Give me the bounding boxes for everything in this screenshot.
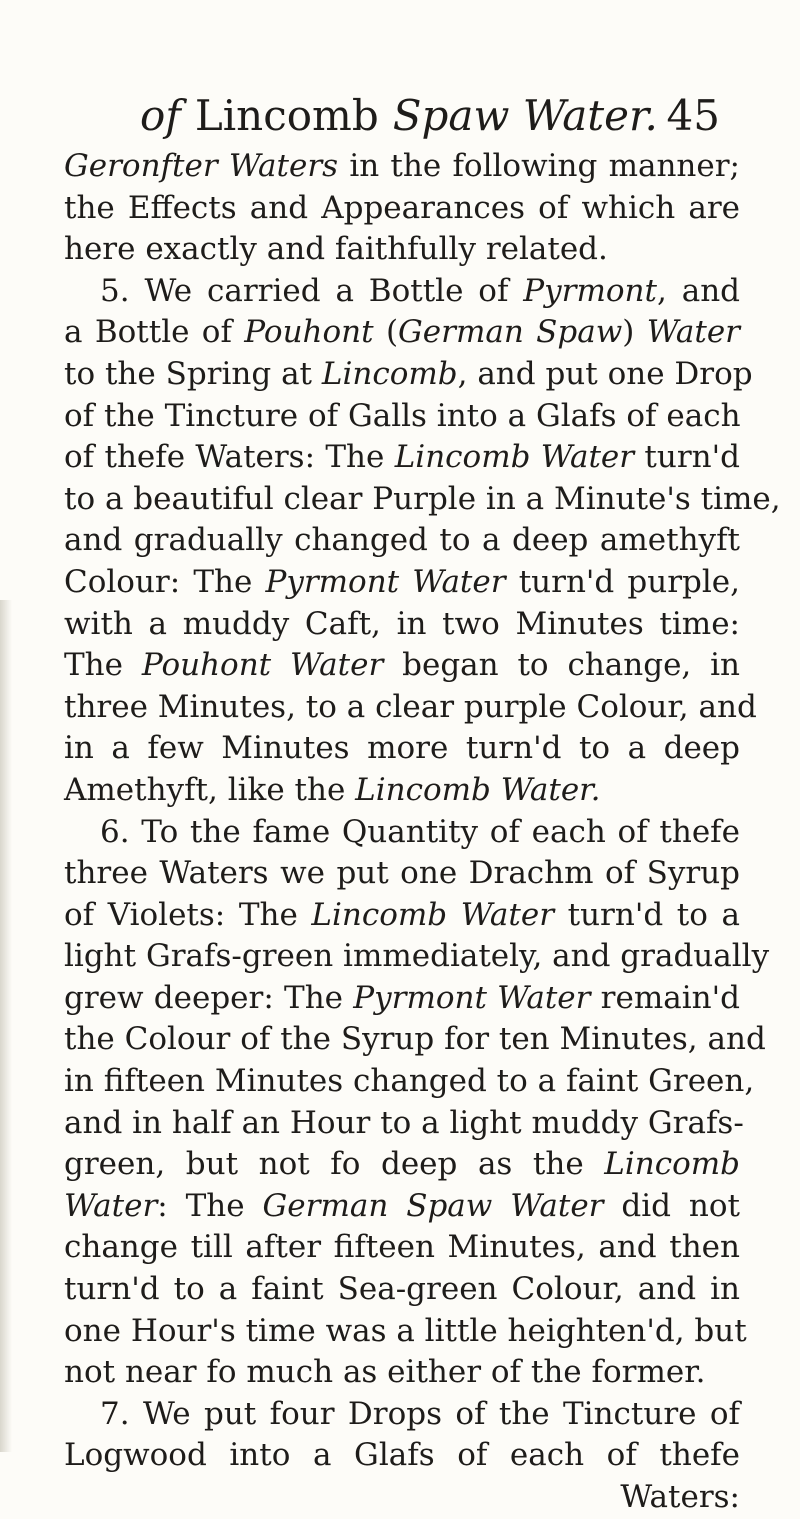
- text-line: [64, 479, 781, 521]
- text-segment: here exactly and faithfully related.: [64, 231, 608, 268]
- italic-text-segment: Pouhont Water: [141, 647, 384, 684]
- text-segment: 7. We put four Drops of the Tincture of: [100, 1395, 740, 1432]
- text-segment: in the following manner;: [338, 148, 740, 184]
- text-segment: change till after fifteen Minutes, and then: [64, 1229, 740, 1266]
- text-line: [64, 354, 753, 396]
- header-title-main: Lincomb: [194, 91, 379, 140]
- text-segment: turn'd: [634, 439, 740, 476]
- italic-text-segment: Lincomb Water: [394, 439, 635, 476]
- text-line: [64, 1477, 740, 1519]
- text-line: [64, 188, 740, 230]
- text-segment: not near fo much as either of the former.: [64, 1354, 706, 1391]
- text-segment: Logwood into a Glafs of each of thefe: [64, 1437, 740, 1474]
- text-line: [64, 1061, 755, 1103]
- text-line: [64, 520, 740, 562]
- italic-text-segment: Pyrmont: [523, 272, 657, 309]
- italic-text-segment: Lincomb Water: [311, 896, 555, 933]
- text-segment: to the Spring at: [64, 355, 322, 392]
- text-line: [64, 1144, 740, 1186]
- italic-text-segment: Water: [64, 1187, 158, 1224]
- text-segment: 5. We carried a Bottle of: [100, 272, 524, 309]
- text-segment: of thefe Waters: The: [64, 439, 395, 476]
- text-line: [64, 1435, 740, 1477]
- text-line: [64, 853, 740, 895]
- text-segment: one Hour's time was a little heighten'd, but: [64, 1312, 747, 1349]
- text-line: [64, 687, 757, 729]
- text-line: [64, 1269, 740, 1311]
- text-line: [64, 229, 740, 271]
- text-segment: did not: [603, 1187, 741, 1224]
- text-line: [64, 562, 740, 604]
- text-segment: The: [64, 647, 142, 684]
- text-line: [64, 312, 740, 354]
- text-segment: to a beautiful clear Purple in a Minute's time,: [64, 480, 781, 517]
- text-segment: light Grafs-green immediately, and gradually: [64, 938, 770, 975]
- text-line: [64, 1186, 740, 1228]
- italic-text-segment: Lincomb Water.: [355, 771, 601, 808]
- page-edge-shadow: [0, 600, 12, 1452]
- text-line: [64, 1394, 740, 1436]
- text-segment: turn'd to a faint Sea-green Colour, and in: [64, 1271, 740, 1308]
- text-segment: a Bottle of: [64, 314, 245, 351]
- text-line: [64, 1019, 766, 1061]
- text-line: [64, 728, 740, 770]
- text-line: [64, 1352, 740, 1394]
- text-segment: three Waters we put one Drachm of Syrup: [64, 855, 740, 892]
- text-line: [64, 812, 740, 854]
- text-segment: and in half an Hour to a light muddy Grafs-: [64, 1104, 744, 1141]
- text-segment: green, but not fo deep as the: [64, 1146, 605, 1183]
- running-header: [140, 88, 720, 144]
- italic-text-segment: Water: [646, 314, 740, 351]
- italic-text-segment: Lincomb: [604, 1146, 740, 1183]
- italic-text-segment: German Spaw Water: [262, 1187, 604, 1224]
- text-segment: : The: [157, 1187, 263, 1224]
- text-line: [64, 645, 740, 687]
- text-segment: in fifteen Minutes changed to a faint Green,: [64, 1063, 755, 1100]
- text-segment: ): [622, 314, 647, 351]
- italic-text-segment: Pouhont: [244, 314, 374, 351]
- text-segment: with a muddy Caft, in two Minutes time:: [64, 605, 740, 642]
- italic-text-segment: Pyrmont Water: [265, 563, 506, 600]
- text-segment: turn'd to a: [554, 896, 740, 933]
- text-line: [64, 604, 740, 646]
- header-of: of: [140, 91, 181, 140]
- text-segment: grew deeper: The: [64, 979, 354, 1016]
- text-line: [64, 1103, 744, 1145]
- text-segment: in a few Minutes more turn'd to a deep: [64, 730, 740, 767]
- text-segment: Waters:: [620, 1479, 740, 1515]
- italic-text-segment: Pyrmont Water: [353, 979, 591, 1016]
- italic-text-segment: Geronfter Waters: [64, 148, 339, 184]
- italic-text-segment: Lincomb: [321, 355, 458, 392]
- header-title-italic: Spaw Water.: [392, 91, 658, 140]
- text-segment: remain'd: [590, 979, 740, 1016]
- text-line: [64, 770, 740, 812]
- text-segment: the Effects and Appearances of which are: [64, 189, 740, 226]
- text-segment: of Violets: The: [64, 896, 312, 933]
- text-segment: , and put one Drop: [457, 355, 753, 392]
- text-line: [64, 396, 740, 438]
- text-line: [64, 146, 740, 188]
- text-segment: and gradually changed to a deep amethyft: [64, 522, 740, 559]
- text-segment: , and: [656, 272, 740, 309]
- text-segment: three Minutes, to a clear purple Colour, and: [64, 688, 757, 725]
- text-segment: turn'd purple,: [505, 563, 740, 600]
- text-segment: Amethyft, like the: [64, 771, 356, 808]
- text-line: [64, 895, 740, 937]
- text-line: [64, 271, 740, 313]
- text-segment: the Colour of the Syrup for ten Minutes, and: [64, 1021, 766, 1058]
- text-segment: began to change, in: [383, 647, 741, 684]
- text-segment: of the Tincture of Galls into a Glafs of each: [64, 397, 741, 434]
- body-text: [64, 146, 781, 1519]
- text-line: [64, 936, 770, 978]
- text-line: [64, 1227, 740, 1269]
- italic-text-segment: German Spaw: [398, 314, 623, 351]
- text-line: [64, 978, 740, 1020]
- text-segment: Colour: The: [64, 563, 266, 600]
- text-segment: (: [373, 314, 399, 351]
- text-segment: 6. To the fame Quantity of each of thefe: [100, 813, 740, 850]
- text-line: [64, 437, 740, 479]
- page-number: 45: [666, 91, 720, 140]
- text-line: [64, 1311, 747, 1353]
